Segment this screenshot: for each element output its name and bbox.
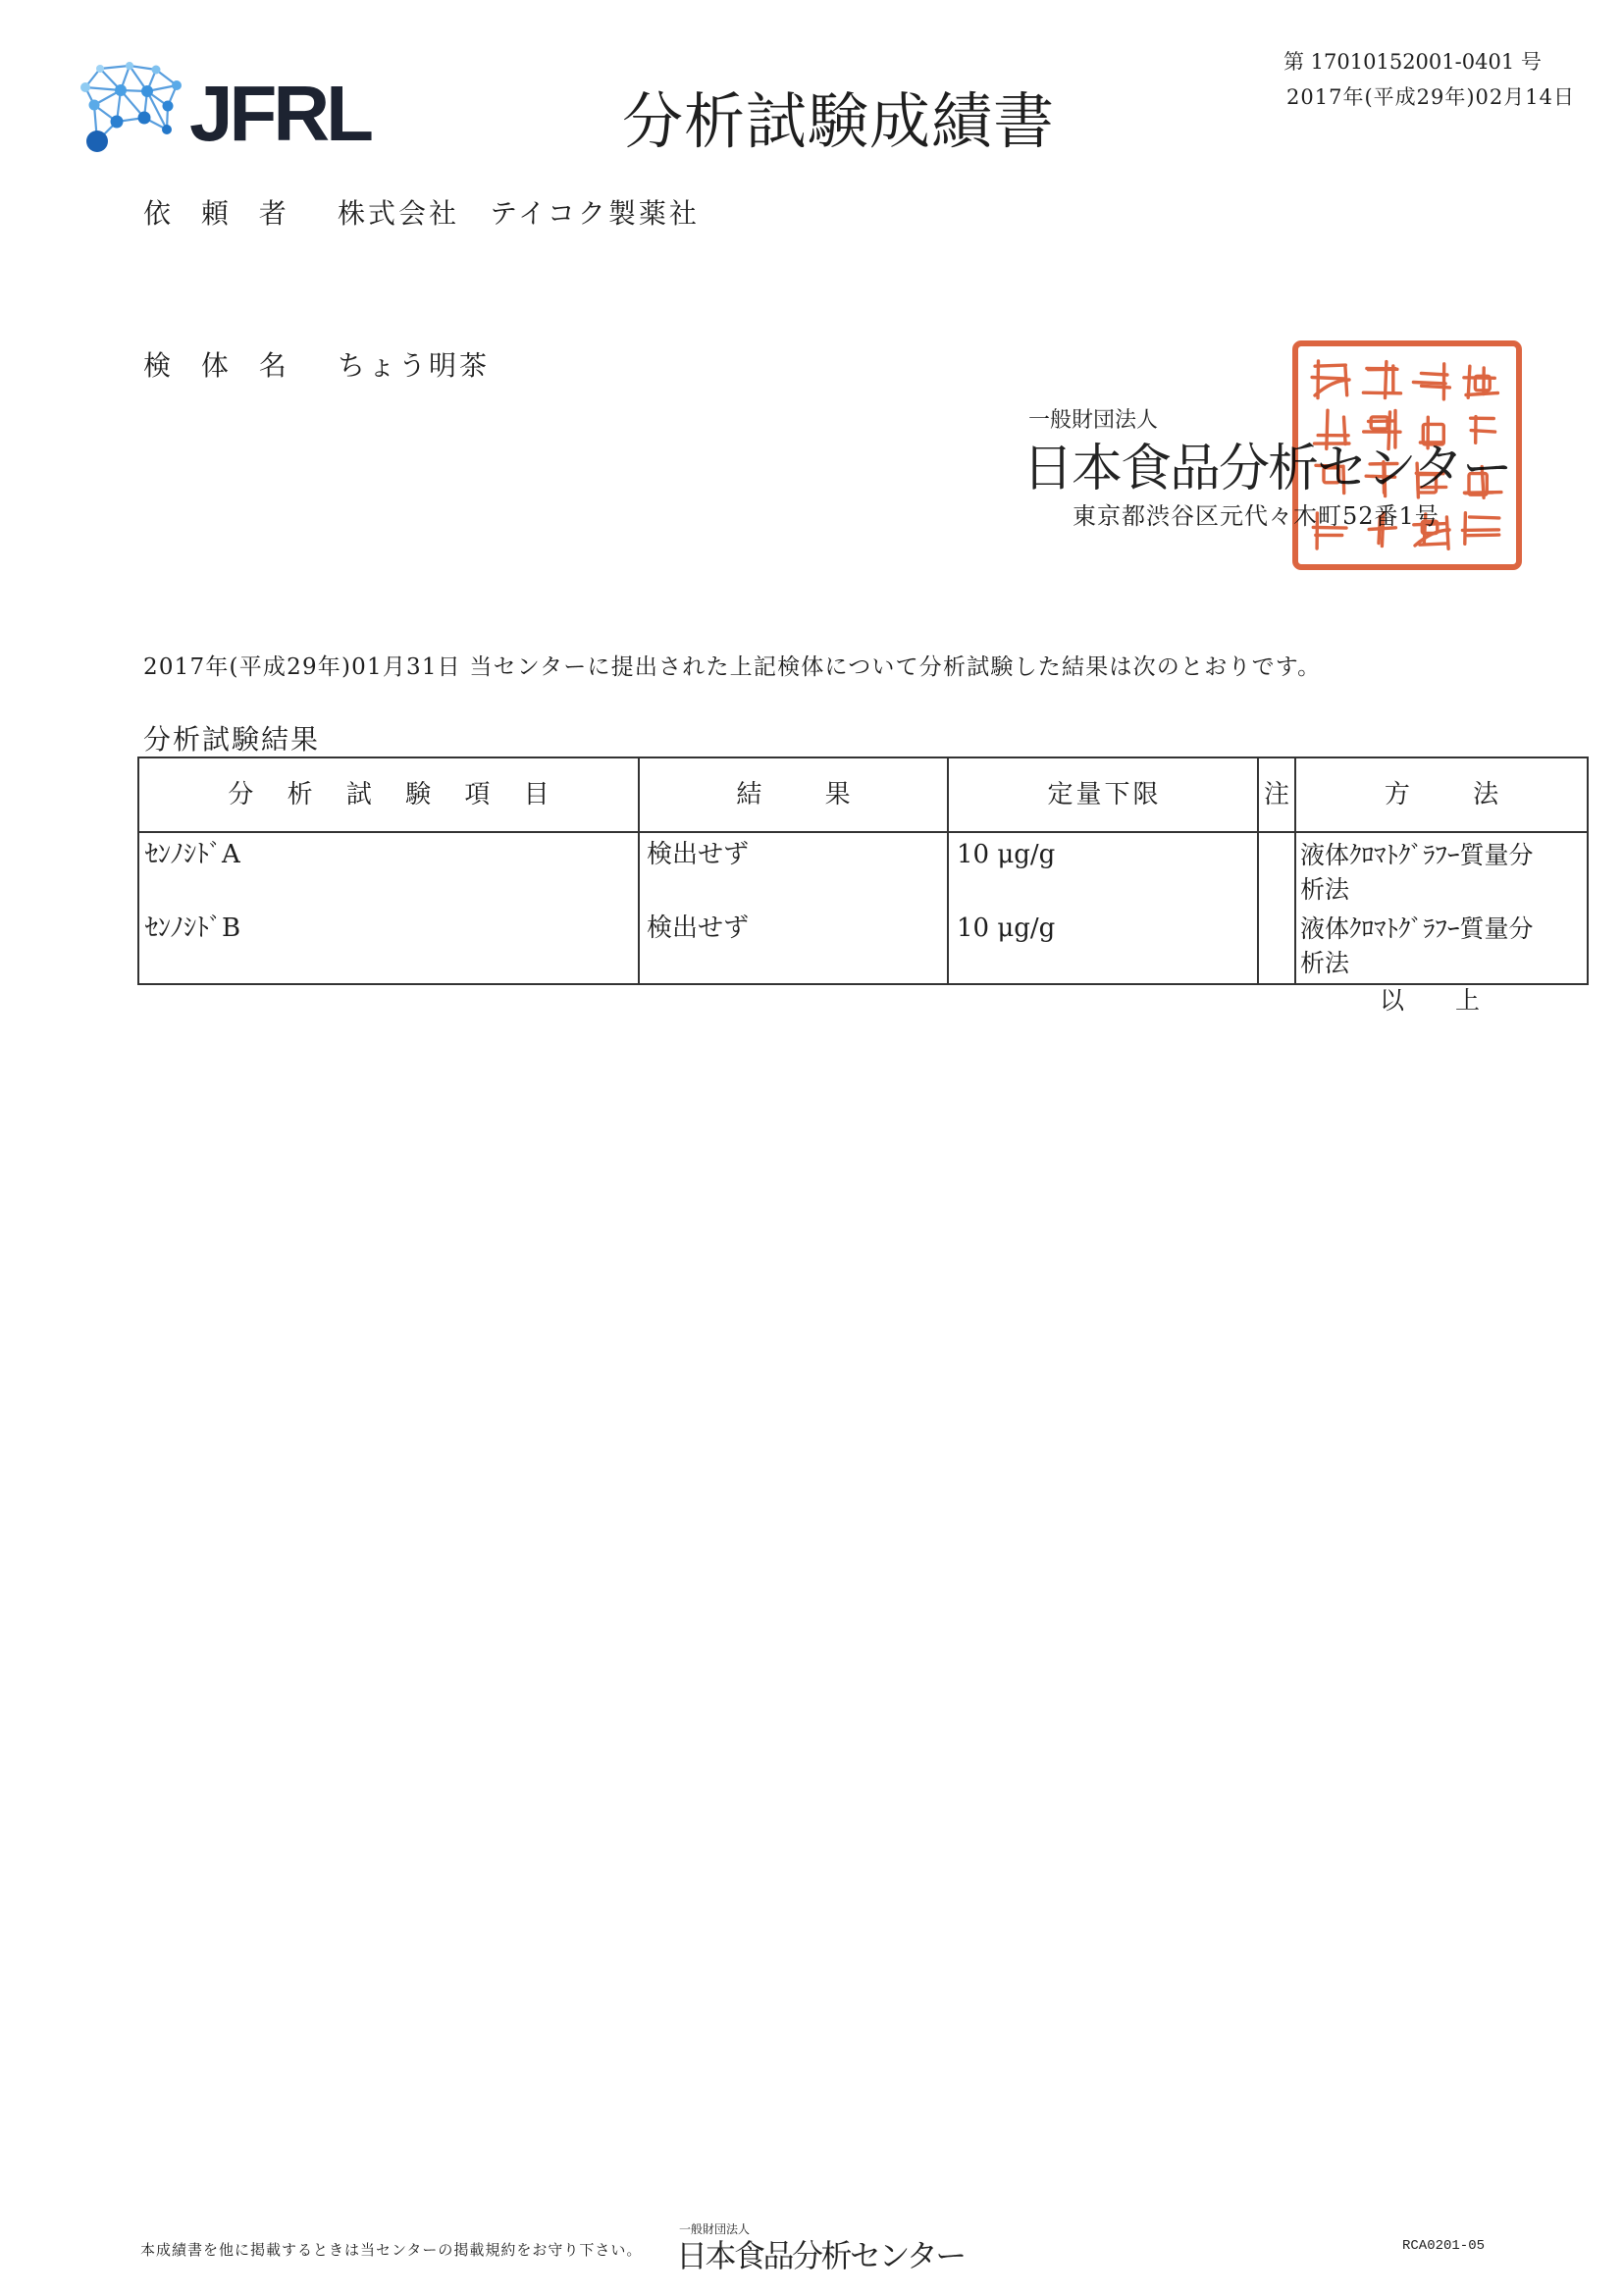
method-cell: 液体ｸﾛﾏﾄｸﾞﾗﾌｰ質量分 析法 bbox=[1295, 907, 1588, 984]
sample-label: 検 体 名 bbox=[143, 349, 297, 382]
column-header-test-item: 分 析 試 験 項 目 bbox=[138, 757, 639, 832]
official-seal-stamp bbox=[1291, 339, 1523, 571]
issue-date: 2017年(平成29年)02月14日 bbox=[1286, 85, 1575, 109]
test-item-cell: ｾﾝﾉｼﾄﾞB bbox=[138, 907, 639, 984]
table-row bbox=[138, 907, 1588, 984]
seal-stroke bbox=[1315, 380, 1349, 395]
issuer-org-type: 一般財団法人 bbox=[1028, 408, 1159, 433]
client-label: 依 頼 者 bbox=[143, 197, 297, 230]
logo-link bbox=[100, 66, 130, 69]
table-header-row bbox=[138, 757, 1588, 832]
seal-stroke bbox=[1324, 468, 1339, 483]
result-cell: 検出せず bbox=[639, 907, 948, 984]
end-mark: 以 上 bbox=[1380, 986, 1501, 1015]
column-header-result: 結 果 bbox=[639, 757, 948, 832]
note-cell bbox=[1258, 832, 1295, 907]
column-header-note: 注 bbox=[1258, 757, 1295, 832]
sample-value: ちょう明茶 bbox=[338, 349, 491, 382]
issuer-address: 東京都渋谷区元代々木町52番1号 bbox=[1073, 502, 1440, 530]
seal-stroke bbox=[1386, 362, 1387, 398]
seal-stroke bbox=[1465, 513, 1466, 545]
seal-stroke bbox=[1468, 535, 1499, 536]
column-header-method: 方 法 bbox=[1295, 757, 1588, 832]
seal-stroke bbox=[1379, 516, 1381, 543]
seal-stroke bbox=[1382, 513, 1384, 547]
logo-node bbox=[115, 84, 127, 96]
report-number: 第 17010152001-0401 号 bbox=[1283, 50, 1542, 74]
page-title: 分析試験成績書 bbox=[622, 85, 1056, 157]
column-header-quantitation-limit: 定量下限 bbox=[948, 757, 1258, 832]
quantitation-limit-cell: 10 μg/g bbox=[948, 832, 1258, 907]
seal-stroke bbox=[1413, 383, 1445, 384]
result-cell: 検出せず bbox=[639, 832, 948, 907]
seal-stroke bbox=[1414, 524, 1446, 525]
note-cell bbox=[1258, 907, 1295, 984]
seal-stroke bbox=[1470, 517, 1499, 518]
seal-stroke bbox=[1344, 417, 1346, 444]
results-table bbox=[137, 757, 1589, 985]
test-item-cell: ｾﾝﾉｼﾄﾞA bbox=[138, 832, 639, 907]
seal-stroke bbox=[1385, 464, 1386, 496]
logo-node bbox=[86, 130, 108, 152]
seal-stroke bbox=[1363, 392, 1400, 393]
results-heading: 分析試験結果 bbox=[143, 723, 321, 756]
seal-stroke bbox=[1446, 517, 1448, 548]
logo-node bbox=[152, 66, 161, 75]
seal-stroke bbox=[1343, 466, 1344, 493]
intro-statement: 2017年(平成29年)01月31日 当センターに提出された上記検体について分析試験した結果は次のとおりです。 bbox=[143, 654, 1322, 680]
logo-node bbox=[96, 65, 104, 73]
logo-node bbox=[163, 101, 174, 112]
seal-stroke bbox=[1466, 393, 1497, 395]
seal-stroke bbox=[1418, 475, 1436, 493]
network-nodes-icon bbox=[74, 61, 186, 157]
seal-stroke bbox=[1366, 476, 1394, 477]
logo-node bbox=[111, 116, 124, 129]
footer-org-type: 一般財団法人 bbox=[679, 2222, 751, 2236]
quantitation-limit-cell: 10 μg/g bbox=[948, 907, 1258, 984]
table-row bbox=[138, 832, 1588, 907]
logo-node bbox=[162, 125, 172, 134]
footer-notice: 本成績書を他に掲載するときは当センターの掲載規約をお守り下さい。 bbox=[140, 2241, 643, 2259]
logo-node bbox=[89, 100, 100, 111]
issuer-name: 日本食品分析センター bbox=[1022, 440, 1511, 498]
seal-lettering bbox=[1312, 361, 1501, 548]
logo-node bbox=[80, 82, 90, 92]
seal-stroke bbox=[1468, 366, 1470, 397]
seal-stroke bbox=[1462, 530, 1498, 531]
client-value: 株式会社 テイコク製薬社 bbox=[338, 197, 700, 230]
logo-text: JFRL bbox=[189, 70, 370, 157]
logo-node bbox=[172, 80, 182, 90]
form-code: RCA0201-05 bbox=[1402, 2238, 1486, 2254]
logo-node bbox=[126, 62, 133, 70]
method-cell: 液体ｸﾛﾏﾄｸﾞﾗﾌｰ質量分 析法 bbox=[1295, 832, 1588, 907]
logo-node bbox=[138, 112, 151, 125]
seal-stroke bbox=[1327, 410, 1328, 448]
footer-org-name: 日本食品分析センター bbox=[676, 2237, 965, 2274]
logo-node bbox=[141, 85, 153, 97]
